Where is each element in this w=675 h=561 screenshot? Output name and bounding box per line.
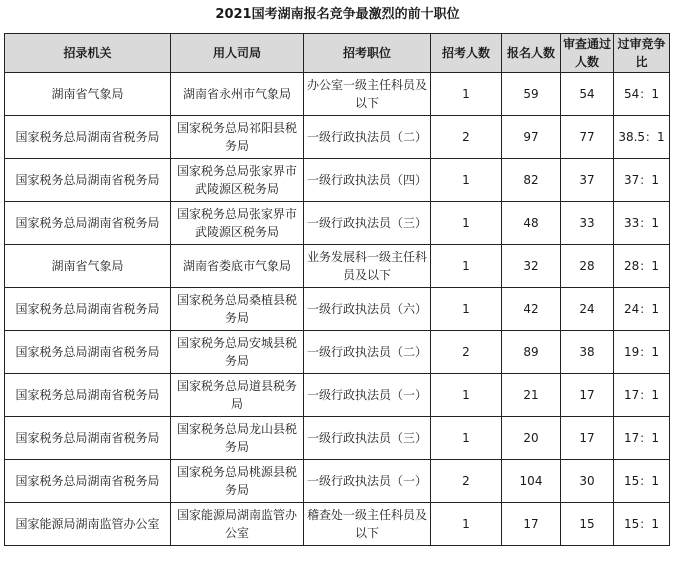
ratio-cell: 15：1 <box>614 503 670 546</box>
department-cell: 湖南省娄底市气象局 <box>171 245 304 288</box>
department-cell: 国家税务总局道县税务局 <box>171 374 304 417</box>
header-ratio: 过审竞争比 <box>614 34 670 73</box>
quota-cell: 2 <box>431 331 502 374</box>
quota-cell: 1 <box>431 288 502 331</box>
page-title: 2021国考湖南报名竞争最激烈的前十职位 <box>215 7 460 22</box>
quota-cell: 2 <box>431 116 502 159</box>
header-passed: 审查通过人数 <box>561 34 614 73</box>
applicants-cell: 104 <box>502 460 561 503</box>
applicants-cell: 89 <box>502 331 561 374</box>
department-cell: 国家税务总局张家界市武陵源区税务局 <box>171 202 304 245</box>
agency-cell: 国家税务总局湖南省税务局 <box>5 159 171 202</box>
ratio-cell: 37：1 <box>614 159 670 202</box>
agency-cell: 国家税务总局湖南省税务局 <box>5 116 171 159</box>
department-cell: 国家税务总局张家界市武陵源区税务局 <box>171 159 304 202</box>
department-cell: 国家税务总局安城县税务局 <box>171 331 304 374</box>
applicants-cell: 21 <box>502 374 561 417</box>
applicants-cell: 17 <box>502 503 561 546</box>
applicants-cell: 42 <box>502 288 561 331</box>
table-row <box>5 460 670 503</box>
positions-table <box>4 33 670 546</box>
position-cell: 办公室一级主任科员及以下 <box>304 73 431 116</box>
agency-cell: 国家税务总局湖南省税务局 <box>5 288 171 331</box>
ratio-cell: 24：1 <box>614 288 670 331</box>
applicants-cell: 48 <box>502 202 561 245</box>
ratio-cell: 33：1 <box>614 202 670 245</box>
position-cell: 业务发展科一级主任科员及以下 <box>304 245 431 288</box>
department-cell: 国家税务总局桑植县税务局 <box>171 288 304 331</box>
department-cell: 国家税务总局龙山县税务局 <box>171 417 304 460</box>
passed-cell: 17 <box>561 417 614 460</box>
position-cell: 一级行政执法员（一） <box>304 374 431 417</box>
agency-cell: 国家税务总局湖南省税务局 <box>5 331 171 374</box>
header-department: 用人司局 <box>171 34 304 73</box>
header-agency: 招录机关 <box>5 34 171 73</box>
passed-cell: 15 <box>561 503 614 546</box>
agency-cell: 国家税务总局湖南省税务局 <box>5 460 171 503</box>
quota-cell: 1 <box>431 417 502 460</box>
quota-cell: 1 <box>431 159 502 202</box>
quota-cell: 1 <box>431 202 502 245</box>
agency-cell: 国家税务总局湖南省税务局 <box>5 374 171 417</box>
header-applicants: 报名人数 <box>502 34 561 73</box>
table-row <box>5 288 670 331</box>
ratio-cell: 28：1 <box>614 245 670 288</box>
table-row <box>5 245 670 288</box>
department-cell: 国家税务总局祁阳县税务局 <box>171 116 304 159</box>
applicants-cell: 20 <box>502 417 561 460</box>
position-cell: 一级行政执法员（一） <box>304 460 431 503</box>
quota-cell: 1 <box>431 245 502 288</box>
passed-cell: 54 <box>561 73 614 116</box>
applicants-cell: 59 <box>502 73 561 116</box>
table-row <box>5 331 670 374</box>
table-row <box>5 202 670 245</box>
table-header-row <box>5 34 670 73</box>
header-quota: 招考人数 <box>431 34 502 73</box>
applicants-cell: 82 <box>502 159 561 202</box>
passed-cell: 24 <box>561 288 614 331</box>
table-row <box>5 374 670 417</box>
table-row <box>5 417 670 460</box>
department-cell: 湖南省永州市气象局 <box>171 73 304 116</box>
quota-cell: 2 <box>431 460 502 503</box>
position-cell: 一级行政执法员（二） <box>304 331 431 374</box>
quota-cell: 1 <box>431 73 502 116</box>
quota-cell: 1 <box>431 374 502 417</box>
ratio-cell: 19：1 <box>614 331 670 374</box>
applicants-cell: 32 <box>502 245 561 288</box>
position-cell: 一级行政执法员（六） <box>304 288 431 331</box>
table-row <box>5 503 670 546</box>
position-cell: 稽查处一级主任科员及以下 <box>304 503 431 546</box>
passed-cell: 37 <box>561 159 614 202</box>
table-row <box>5 116 670 159</box>
ratio-cell: 38.5：1 <box>614 116 670 159</box>
agency-cell: 湖南省气象局 <box>5 245 171 288</box>
passed-cell: 33 <box>561 202 614 245</box>
ratio-cell: 15：1 <box>614 460 670 503</box>
position-cell: 一级行政执法员（四） <box>304 159 431 202</box>
department-cell: 国家能源局湖南监管办公室 <box>171 503 304 546</box>
department-cell: 国家税务总局桃源县税务局 <box>171 460 304 503</box>
passed-cell: 77 <box>561 116 614 159</box>
agency-cell: 国家能源局湖南监管办公室 <box>5 503 171 546</box>
passed-cell: 30 <box>561 460 614 503</box>
position-cell: 一级行政执法员（三） <box>304 202 431 245</box>
agency-cell: 湖南省气象局 <box>5 73 171 116</box>
ratio-cell: 54：1 <box>614 73 670 116</box>
table-row <box>5 73 670 116</box>
passed-cell: 17 <box>561 374 614 417</box>
applicants-cell: 97 <box>502 116 561 159</box>
quota-cell: 1 <box>431 503 502 546</box>
passed-cell: 28 <box>561 245 614 288</box>
position-cell: 一级行政执法员（三） <box>304 417 431 460</box>
position-cell: 一级行政执法员（二） <box>304 116 431 159</box>
passed-cell: 38 <box>561 331 614 374</box>
agency-cell: 国家税务总局湖南省税务局 <box>5 202 171 245</box>
agency-cell: 国家税务总局湖南省税务局 <box>5 417 171 460</box>
ratio-cell: 17：1 <box>614 374 670 417</box>
header-position: 招考职位 <box>304 34 431 73</box>
ratio-cell: 17：1 <box>614 417 670 460</box>
table-row <box>5 159 670 202</box>
